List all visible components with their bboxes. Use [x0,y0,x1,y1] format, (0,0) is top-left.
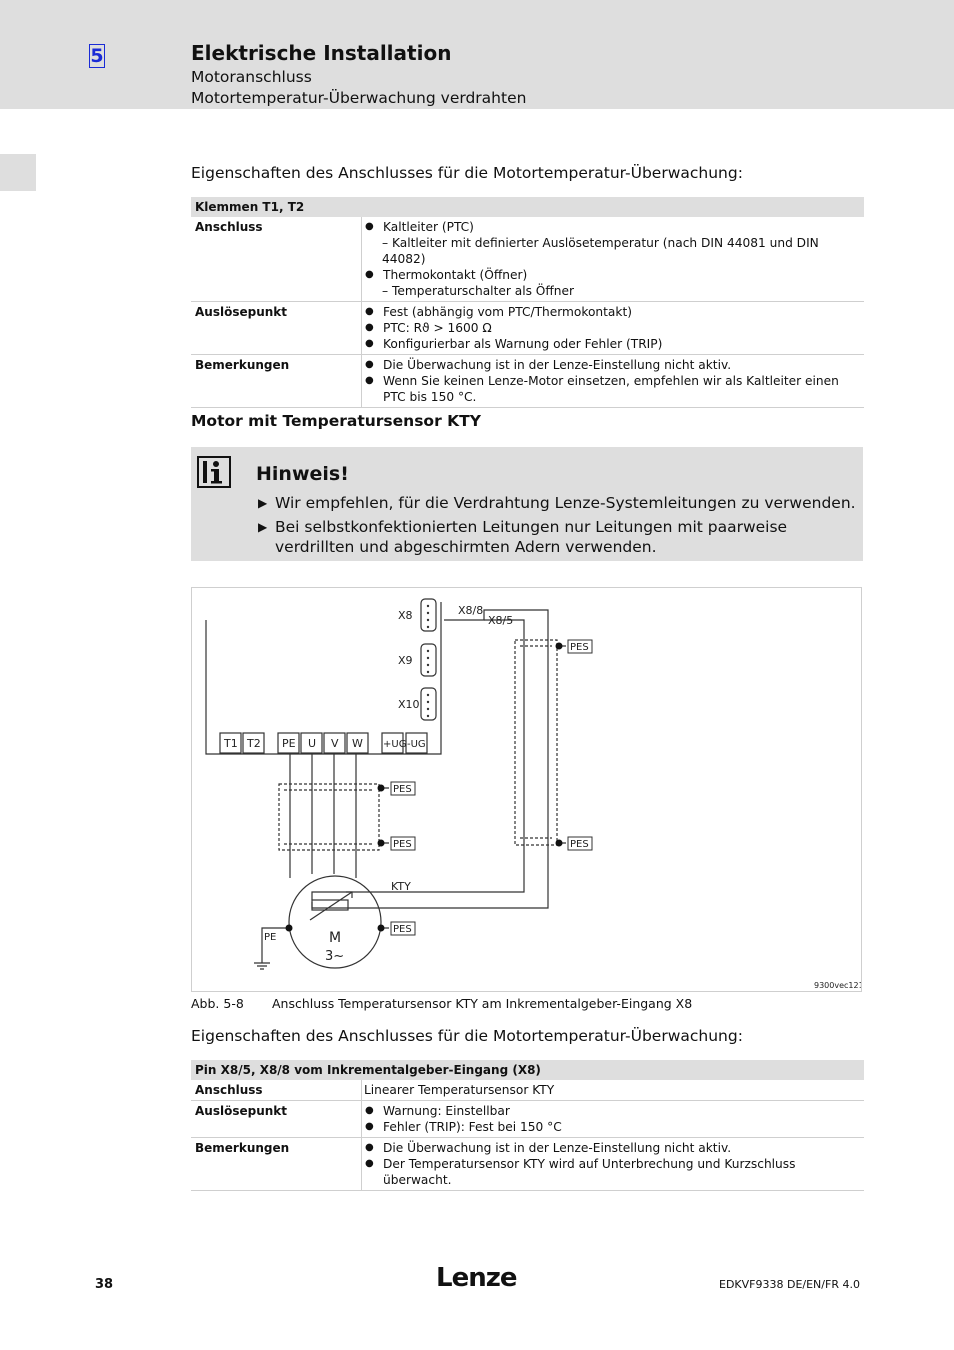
row-label: Bemerkungen [191,1138,362,1191]
row-value: Linearer Temperatursensor KTY [362,1080,865,1101]
list-item: PTC: Rϑ > 1600 Ω [383,321,492,335]
pes-label: PES [570,839,589,850]
kty-label: KTY [391,880,411,893]
list-item: Warnung: Einstellbar [383,1104,510,1118]
caption-text: Anschluss Temperatursensor KTY am Inkrementalgeber-Eingang X8 [272,996,693,1011]
arrow-right-icon: ▶ [258,496,268,510]
table-row [191,1101,864,1138]
bullet-icon: ● [365,322,374,333]
table-row [191,355,864,408]
bullet-icon: ● [365,306,374,317]
list-item: Die Überwachung ist in der Lenze-Einstellung nicht aktiv. [383,1141,732,1155]
intro-text-1: Eigenschaften des Anschlusses für die Motortemperatur-Überwachung: [191,164,743,182]
intro-text-2: Eigenschaften des Anschlusses für die Motortemperatur-Überwachung: [191,1027,743,1045]
section-heading: Motor mit Temperatursensor KTY [191,412,481,430]
bullet-icon: ● [365,269,374,280]
row-label: Anschluss [191,217,362,302]
note-text: Wir empfehlen, für die Verdrahtung Lenze-Systemleitungen zu verwenden. [275,494,856,512]
list-subitem: – Kaltleiter mit definierter Auslösetemperatur (nach DIN 44081 und DIN 44082) [382,236,819,266]
note-title: Hinweis! [256,463,349,485]
lenze-logo: Lenze [436,1263,517,1293]
bullet-icon: ● [365,1121,374,1132]
arrow-right-icon: ▶ [258,520,268,534]
wiring-diagram [191,587,862,992]
list-item: Konfigurierbar als Warnung oder Fehler (TRIP) [383,337,663,351]
pes-label: PES [393,839,412,850]
page-subtitle-1: Motoranschluss [191,68,312,86]
x10-label: X10 [398,698,420,711]
note-item [258,517,858,557]
bullet-icon: ● [365,375,374,386]
page-number: 38 [95,1277,114,1292]
x8-5-label: X8/5 [488,614,514,627]
caption-number: Abb. 5-8 [191,996,244,1011]
table-row [191,1080,864,1101]
minus-ug-label: -UG [407,739,426,750]
pes-label: PES [393,784,412,795]
bullet-icon: ● [365,1105,374,1116]
t2-label: T2 [247,737,261,750]
row-value [362,302,865,355]
list-subitem: – Temperaturschalter als Öffner [382,284,575,298]
list-item: Die Überwachung ist in der Lenze-Einstellung nicht aktiv. [383,358,732,372]
side-tab [0,154,36,191]
list-item: Wenn Sie keinen Lenze-Motor einsetzen, empfehlen wir als Kaltleiter einen PTC bis 150 °C. [383,374,839,404]
bullet-icon: ● [365,338,374,349]
table-header: Pin X8/5, X8/8 vom Inkrementalgeber-Eingang (X8) [191,1060,864,1080]
motor-phase-label: 3~ [325,949,345,964]
v-label: V [331,737,339,750]
row-value [362,1101,865,1138]
list-item: Fest (abhängig vom PTC/Thermokontakt) [383,305,632,319]
t1-label: T1 [224,737,238,750]
info-icon [197,456,231,488]
x8-label: X8 [398,609,413,622]
figure-reference: 9300vec121 [814,981,861,990]
wiring-diagram-svg [192,588,861,991]
table-row [191,302,864,355]
pes-label: PES [393,924,412,935]
encoder-properties-table [191,1060,864,1191]
list-item: Thermokontakt (Öffner) [383,268,528,282]
note-box [191,447,863,561]
u-label: U [308,737,317,750]
plus-ug-label: +UG [383,739,407,750]
motor-m-label: M [329,930,342,946]
row-value [362,355,865,408]
table-header: Klemmen T1, T2 [191,197,864,217]
note-item [258,493,858,513]
motor-pe-label: PE [264,932,277,943]
page-title: Elektrische Installation [191,41,452,65]
x9-label: X9 [398,654,413,667]
pe-label: PE [282,737,296,750]
row-label: Auslösepunkt [191,1101,362,1138]
document-id: EDKVF9338 DE/EN/FR 4.0 [719,1278,860,1291]
figure-caption [191,996,692,1011]
table-row [191,1138,864,1191]
row-label: Bemerkungen [191,355,362,408]
x8-8-label: X8/8 [458,604,484,617]
row-value [362,217,865,302]
pes-label: PES [570,642,589,653]
row-label: Anschluss [191,1080,362,1101]
row-label: Auslösepunkt [191,302,362,355]
page-subtitle-2: Motortemperatur-Überwachung verdrahten [191,89,527,107]
list-item: Fehler (TRIP): Fest bei 150 °C [383,1120,562,1134]
list-item: Kaltleiter (PTC) [383,220,474,234]
chapter-number[interactable]: 5 [90,45,104,67]
bullet-icon: ● [365,1142,374,1153]
bullet-icon: ● [365,1158,374,1169]
bullet-icon: ● [365,221,374,232]
list-item: Der Temperatursensor KTY wird auf Unterbrechung und Kurzschluss überwacht. [383,1157,796,1187]
bullet-icon: ● [365,359,374,370]
note-text: Bei selbstkonfektionierten Leitungen nur Leitungen mit paarweise verdrillten und abgeschirmten Adern verwenden. [275,518,788,556]
w-label: W [352,737,363,750]
row-value [362,1138,865,1191]
terminal-properties-table [191,197,864,408]
table-row [191,217,864,302]
